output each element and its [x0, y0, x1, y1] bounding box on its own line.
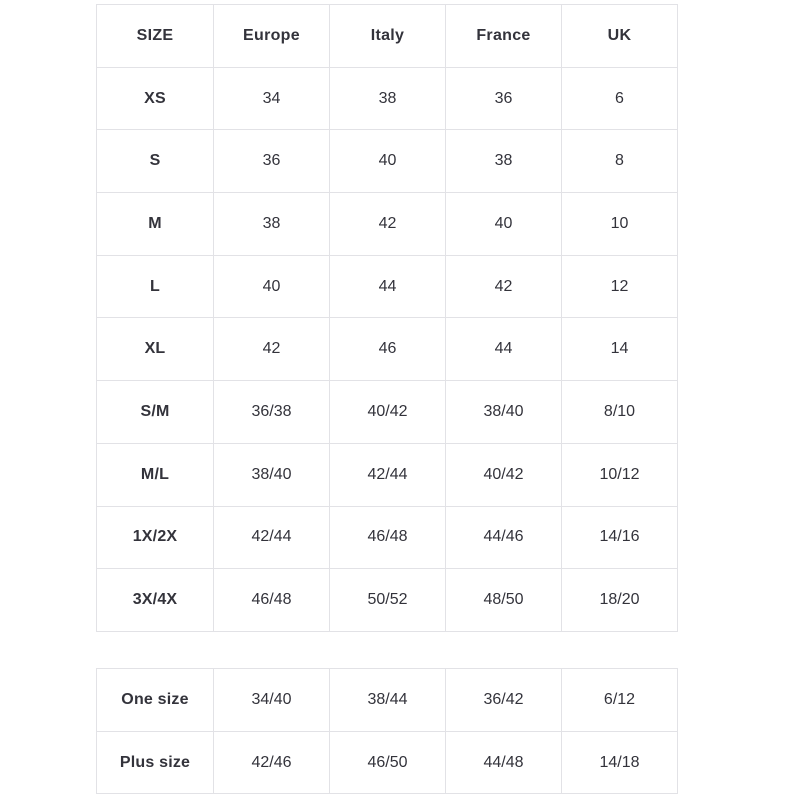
- size-value-cell: 38/40: [214, 443, 330, 506]
- table-row: [97, 506, 678, 569]
- size-label-cell: M: [97, 193, 214, 256]
- size-label-cell: S: [97, 130, 214, 193]
- one-size-table-container: [96, 668, 677, 794]
- size-value-cell: 40: [214, 255, 330, 318]
- size-label-cell: Plus size: [97, 731, 214, 794]
- size-value-cell: 48/50: [446, 569, 562, 632]
- column-header: SIZE: [97, 5, 214, 68]
- size-value-cell: 18/20: [562, 569, 678, 632]
- size-label-cell: XS: [97, 67, 214, 130]
- size-label-cell: M/L: [97, 443, 214, 506]
- size-value-cell: 42/44: [214, 506, 330, 569]
- size-value-cell: 44/48: [446, 731, 562, 794]
- size-value-cell: 40/42: [330, 381, 446, 444]
- size-value-cell: 12: [562, 255, 678, 318]
- column-header: France: [446, 5, 562, 68]
- size-label-cell: One size: [97, 669, 214, 732]
- table-row: [97, 193, 678, 256]
- size-value-cell: 38: [214, 193, 330, 256]
- size-conversion-table-container: [96, 4, 677, 632]
- size-value-cell: 46: [330, 318, 446, 381]
- size-label-cell: 3X/4X: [97, 569, 214, 632]
- size-value-cell: 14: [562, 318, 678, 381]
- size-value-cell: 36/38: [214, 381, 330, 444]
- size-label-cell: L: [97, 255, 214, 318]
- table-row: [97, 669, 678, 732]
- size-value-cell: 6/12: [562, 669, 678, 732]
- size-value-cell: 38/40: [446, 381, 562, 444]
- size-value-cell: 42: [214, 318, 330, 381]
- size-value-cell: 46/48: [214, 569, 330, 632]
- size-value-cell: 42: [330, 193, 446, 256]
- table-row: [97, 569, 678, 632]
- size-value-cell: 46/48: [330, 506, 446, 569]
- table-row: [97, 318, 678, 381]
- size-value-cell: 36: [214, 130, 330, 193]
- size-value-cell: 14/18: [562, 731, 678, 794]
- size-value-cell: 8/10: [562, 381, 678, 444]
- size-value-cell: 40: [330, 130, 446, 193]
- size-value-cell: 44: [446, 318, 562, 381]
- size-value-cell: 40/42: [446, 443, 562, 506]
- one-size-table: [96, 668, 678, 794]
- column-header: Italy: [330, 5, 446, 68]
- size-value-cell: 8: [562, 130, 678, 193]
- size-value-cell: 38: [446, 130, 562, 193]
- size-label-cell: XL: [97, 318, 214, 381]
- size-value-cell: 42: [446, 255, 562, 318]
- size-value-cell: 6: [562, 67, 678, 130]
- size-value-cell: 44/46: [446, 506, 562, 569]
- size-value-cell: 14/16: [562, 506, 678, 569]
- size-value-cell: 10: [562, 193, 678, 256]
- size-value-cell: 34: [214, 67, 330, 130]
- size-value-cell: 36: [446, 67, 562, 130]
- table-row: [97, 731, 678, 794]
- size-value-cell: 42/44: [330, 443, 446, 506]
- size-value-cell: 38/44: [330, 669, 446, 732]
- size-label-cell: 1X/2X: [97, 506, 214, 569]
- size-value-cell: 50/52: [330, 569, 446, 632]
- size-conversion-table: [96, 4, 678, 632]
- table-row: [97, 255, 678, 318]
- column-header: UK: [562, 5, 678, 68]
- table-row: [97, 130, 678, 193]
- size-value-cell: 38: [330, 67, 446, 130]
- size-value-cell: 44: [330, 255, 446, 318]
- table-row: [97, 443, 678, 506]
- table-row: [97, 381, 678, 444]
- size-value-cell: 36/42: [446, 669, 562, 732]
- size-label-cell: S/M: [97, 381, 214, 444]
- size-value-cell: 10/12: [562, 443, 678, 506]
- size-value-cell: 46/50: [330, 731, 446, 794]
- table-header-row: [97, 5, 678, 68]
- size-value-cell: 42/46: [214, 731, 330, 794]
- size-value-cell: 34/40: [214, 669, 330, 732]
- table-row: [97, 67, 678, 130]
- column-header: Europe: [214, 5, 330, 68]
- size-value-cell: 40: [446, 193, 562, 256]
